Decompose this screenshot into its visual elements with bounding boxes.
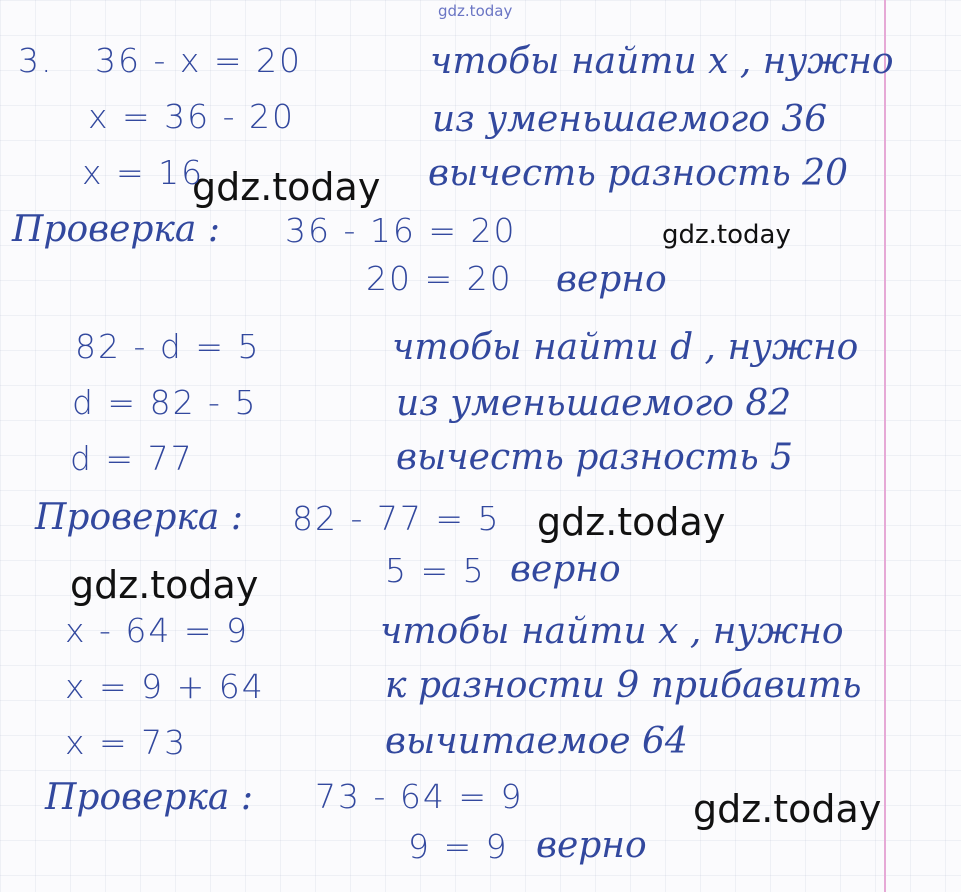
- rule-line: вычитаемое 64: [385, 721, 688, 762]
- watermark: gdz.today: [70, 563, 259, 607]
- watermark: gdz.today: [693, 787, 882, 831]
- equation-3: x - 64 = 9: [65, 611, 250, 650]
- check-verdict: верно: [536, 825, 647, 866]
- check-result: 20 = 20: [366, 259, 513, 298]
- notebook-margin-line: [884, 0, 886, 892]
- solution-step: x = 16: [82, 153, 205, 192]
- rule-line: чтобы найти x , нужно: [430, 41, 894, 82]
- solution-step: d = 77: [70, 439, 194, 478]
- solution-step: x = 9 + 64: [65, 667, 265, 706]
- check-label: Проверка :: [35, 497, 243, 538]
- equation-2: 82 - d = 5: [75, 327, 261, 366]
- rule-line: из уменьшаемого 82: [396, 383, 792, 424]
- check-label: Проверка :: [45, 777, 253, 818]
- check-expression: 36 - 16 = 20: [285, 211, 517, 250]
- check-verdict: верно: [556, 259, 667, 300]
- rule-line: чтобы найти d , нужно: [392, 327, 859, 368]
- check-result: 5 = 5: [385, 551, 486, 590]
- solution-step: x = 36 - 20: [88, 97, 296, 136]
- equation-1: 36 - x = 20: [95, 41, 303, 80]
- watermark: gdz.today: [662, 220, 791, 250]
- rule-line: вычесть разность 5: [396, 437, 794, 478]
- check-verdict: верно: [510, 549, 621, 590]
- solution-step: d = 82 - 5: [72, 383, 258, 422]
- check-expression: 73 - 64 = 9: [315, 777, 524, 816]
- watermark: gdz.today: [537, 500, 726, 544]
- rule-line: к разности 9 прибавить: [385, 665, 862, 706]
- solution-step: x = 73: [65, 723, 188, 762]
- check-expression: 82 - 77 = 5: [292, 499, 501, 538]
- watermark: gdz.today: [192, 165, 381, 209]
- watermark-top: gdz.today: [438, 2, 513, 20]
- rule-line: чтобы найти x , нужно: [380, 611, 844, 652]
- task-number: 3.: [18, 41, 54, 80]
- rule-line: из уменьшаемого 36: [432, 99, 828, 140]
- rule-line: вычесть разность 20: [428, 153, 848, 194]
- check-result: 9 = 9: [408, 827, 509, 866]
- check-label: Проверка :: [12, 209, 220, 250]
